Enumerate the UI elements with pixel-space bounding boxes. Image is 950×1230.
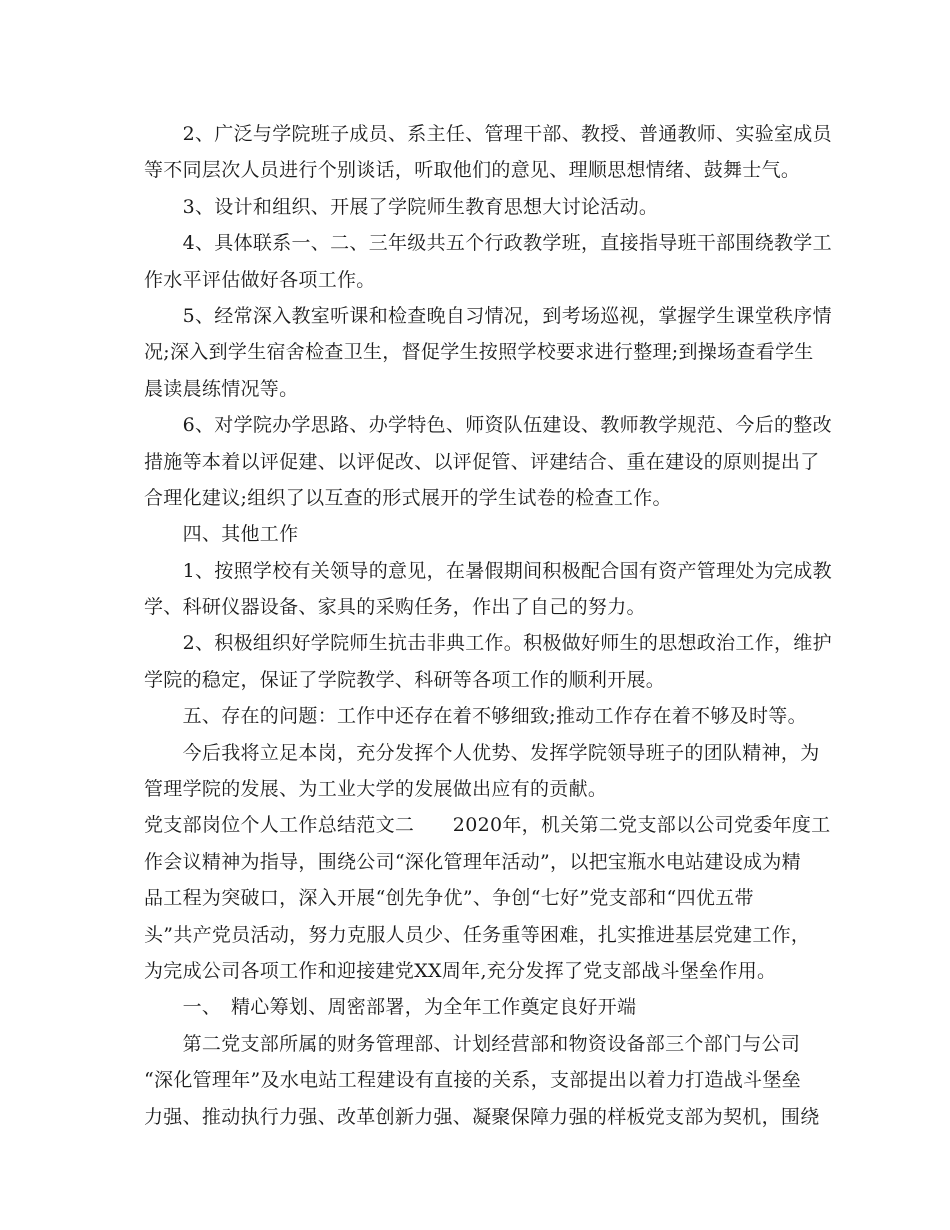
text-line: 品工程为突破口，深入开展“创先争优”、争创“七好”党支部和“四优五带 <box>144 887 754 910</box>
text-line: 2、积极组织好学院师生抗击非典工作。积极做好师生的思想政治工作，维护 <box>144 632 832 655</box>
text-line: 2、广泛与学院班子成员、系主任、管理干部、教授、普通教师、实验室成员 <box>144 123 832 145</box>
text-line: 6、对学院办学思路、办学特色、师资队伍建设、教师教学规范、今后的整改 <box>144 414 832 437</box>
text-line: 3、设计和组织、开展了学院师生教育思想大讨论活动。 <box>144 195 659 218</box>
text-line: 作水平评估做好各项工作。 <box>144 268 376 291</box>
text-line: 头”共产党员活动，努力克服人员少、任务重等困难，扎实推进基层党建工作， <box>144 923 811 946</box>
text-line: 学、科研仪器设备、家具的采购任务，作出了自己的努力。 <box>144 596 646 619</box>
paragraph <box>144 189 810 225</box>
paragraph <box>144 225 832 298</box>
text-line: 措施等本着以评促建、以评促改、以评促管、评建结合、重在建设的原则提出了 <box>144 450 820 473</box>
paragraph <box>144 553 832 626</box>
text-line: 为完成公司各项工作和迎接建党XX周年,充分发挥了党支部战斗堡垒作用。 <box>144 959 777 982</box>
paragraph <box>144 989 810 1025</box>
text-line: 四、其他工作 <box>144 523 299 546</box>
paragraph <box>144 698 810 734</box>
text-line: 5、经常深入教室听课和检查晚自习情况，到考场巡视，掌握学生课堂秩序情 <box>144 304 832 327</box>
text-line: 党支部岗位个人工作总结范文二 2020年，机关第二党支部以公司党委年度工 <box>144 814 831 837</box>
text-line: 一、 精心筹划、周密部署，为全年工作奠定良好开端 <box>144 996 637 1019</box>
text-line: 4、具体联系一、二、三年级共五个行政教学班，直接指导班干部围绕教学工 <box>144 232 832 255</box>
text-line: 学院的稳定，保证了学院教学、科研等各项工作的顺利开展。 <box>144 668 666 691</box>
text-line: 力强、推动执行力强、改革创新力强、凝聚保障力强的样板党支部为契机，围绕 <box>144 1105 820 1128</box>
paragraph <box>144 735 820 808</box>
text-line: 管理学院的发展、为工业大学的发展做出应有的贡献。 <box>144 778 608 801</box>
text-line: 作会议精神为指导，围绕公司“深化管理年活动”，以把宝瓶水电站建设成为精 <box>144 850 801 873</box>
text-line: 第二党支部所属的财务管理部、计划经营部和物资设备部三个部门与公司 <box>144 1032 801 1055</box>
paragraph <box>144 116 832 189</box>
text-line: 五、存在的问题：工作中还存在着不够细致;推动工作存在着不够及时等。 <box>144 705 807 728</box>
paragraph <box>144 298 832 407</box>
document-page <box>144 116 832 1135</box>
text-line: 晨读晨练情况等。 <box>144 377 299 400</box>
text-line: 等不同层次人员进行个别谈话，听取他们的意见、理顺思想情绪、鼓舞士气。 <box>144 159 801 182</box>
text-line: 1、按照学校有关领导的意见，在暑假期间积极配合国有资产管理处为完成教 <box>144 559 832 582</box>
paragraph <box>144 807 831 989</box>
text-line: 今后我将立足本岗，充分发挥个人优势、发挥学院领导班子的团队精神，为 <box>144 741 820 764</box>
paragraph <box>144 516 810 552</box>
paragraph <box>144 1026 820 1135</box>
paragraph <box>144 407 832 516</box>
text-line: 况;深入到学生宿舍检查卫生，督促学生按照学校要求进行整理;到操场查看学生 <box>144 341 814 364</box>
paragraph <box>144 625 832 698</box>
text-line: 合理化建议;组织了以互查的形式展开的学生试卷的检查工作。 <box>144 486 672 509</box>
text-line: “深化管理年”及水电站工程建设有直接的关系，支部提出以着力打造战斗堡垒 <box>144 1069 801 1092</box>
